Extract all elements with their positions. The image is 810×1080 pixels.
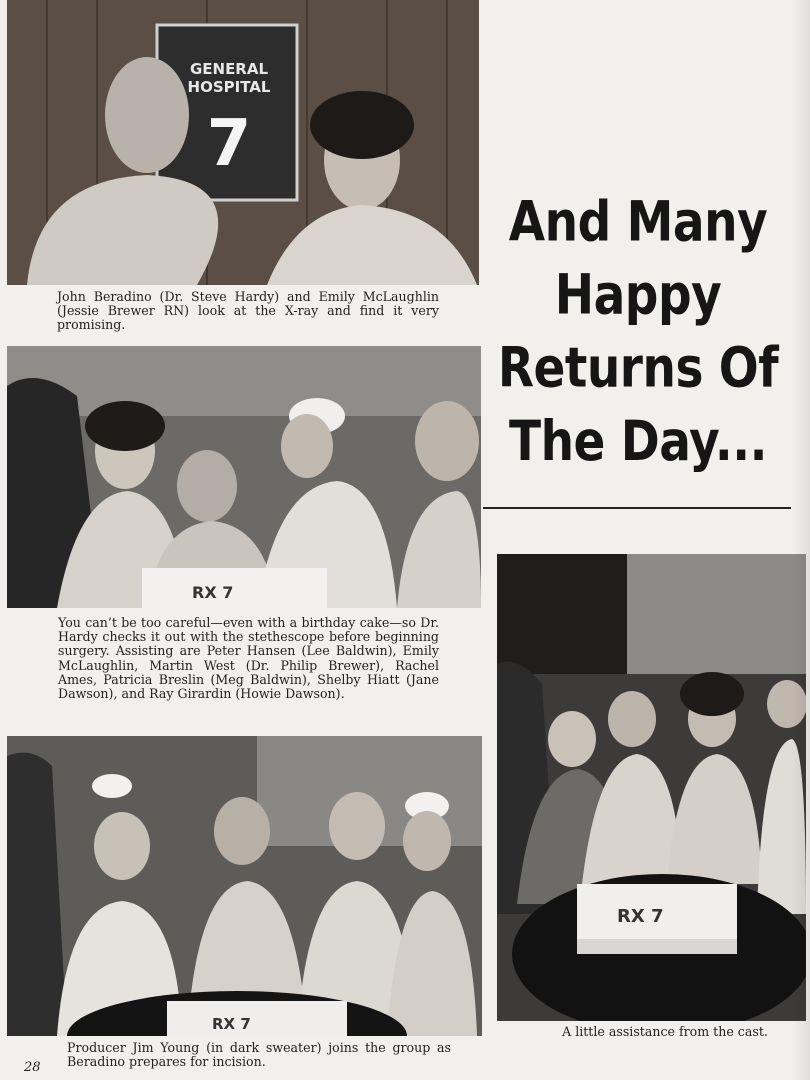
page-edge-shadow xyxy=(792,0,810,1080)
xray-sign-number: 7 xyxy=(206,107,252,181)
xray-sign-line1: GENERAL xyxy=(189,60,269,78)
headline-divider xyxy=(483,507,791,509)
headline-line-2: Happy xyxy=(554,262,722,328)
headline-line-4: The Day... xyxy=(509,409,767,474)
xray-scene-image xyxy=(7,0,479,285)
headline-line-1: And Many xyxy=(508,189,768,255)
cake-bottom-text: RX 7 xyxy=(212,1015,251,1033)
caption-cast: A little assistance from the cast. xyxy=(562,1024,768,1039)
caption-xray: John Beradino (Dr. Steve Hardy) and Emily McLaughlin (Jessie Brewer RN) look at the X-ray and find it very promising. xyxy=(57,289,439,333)
producer-scene-image xyxy=(7,736,482,1036)
caption-stethoscope: You can’t be too careful—even with a birthday cake—so Dr. Hardy checks it out with the stethescope before beginning surgery. Assisting are Peter Hansen (Lee Baldwin), Emily McLaughlin, Martin West (Dr. Philip Brewer), Rachel Ames, Patricia Breslin (Meg Baldwin), Shelby Hiatt (Jane Dawson), and Ray Girardin (Howie Dawson). xyxy=(58,615,439,702)
cast-scene-image xyxy=(497,554,806,1021)
headline xyxy=(482,186,794,479)
xray-sign-line2: HOSPITAL xyxy=(187,78,271,96)
photo-xray-scene xyxy=(7,0,479,285)
page-number: 28 xyxy=(24,1060,41,1075)
caption-producer: Producer Jim Young (in dark sweater) joins the group as Beradino prepares for incision. xyxy=(67,1040,451,1070)
stethoscope-scene-image xyxy=(7,346,481,608)
photo-stethoscope-scene xyxy=(7,346,481,608)
cake-top-text: RX 7 xyxy=(192,583,234,602)
photo-cast-scene xyxy=(497,554,806,1021)
headline-line-3: Returns Of xyxy=(497,335,779,401)
cake-right-text: RX 7 xyxy=(617,906,664,927)
photo-producer-scene xyxy=(7,736,482,1036)
